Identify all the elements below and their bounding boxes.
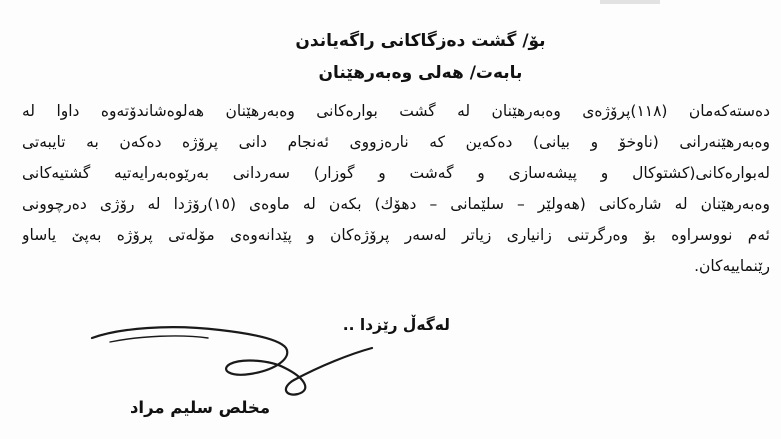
closing-line: لەگەڵ رێزدا .. xyxy=(342,316,450,334)
subject-line: بابەت/ هەلی وەبەرهێنان xyxy=(318,63,523,83)
body-line-1: دەستەكەمان (١١٨)پرۆژەی وەبەرهێنان لە گشت بوارەكانی وەبەرهێنان هەلوەشاندۆتەوە داوا لە xyxy=(22,102,770,120)
signer-name: مخلص سلیم مراد xyxy=(129,398,271,417)
body-line-6: رێنماییەكان. xyxy=(694,257,770,275)
addressee-line: بۆ/ گشت دەزگاكانی راگەیاندن xyxy=(295,31,546,51)
letter-body xyxy=(22,96,770,282)
handwritten-signature xyxy=(80,318,380,408)
body-line-3: لەبوارەكانی(كشتوكال و پیشەسازی و گەشت و گوزار) سەردانی بەرێوەبەرایەتیە گشتیەكانی xyxy=(22,164,770,182)
body-line-2: وەبەرهێنەرانی (ناوخۆ و بیانی) دەكەین كە نارەزووی ئەنجام دانی پرۆژە دەكەن بە تایبەتی xyxy=(22,133,770,151)
body-line-4: وەبەرهێنان لە شارەكانی (هەولێر – سلێمانی – دهۆك) بكەن لە ماوەی (١٥)رۆژدا لە رۆژی دەرچوونی xyxy=(22,195,770,213)
body-line-5: ئەم نووسراوە بۆ وەرگرتنی زانیاری زیاتر لەسەر پرۆژەكان و پێدانەوەی مۆلەتی پرۆژە بەپێ یاساو xyxy=(22,226,770,244)
scan-edge-mark xyxy=(600,0,660,4)
